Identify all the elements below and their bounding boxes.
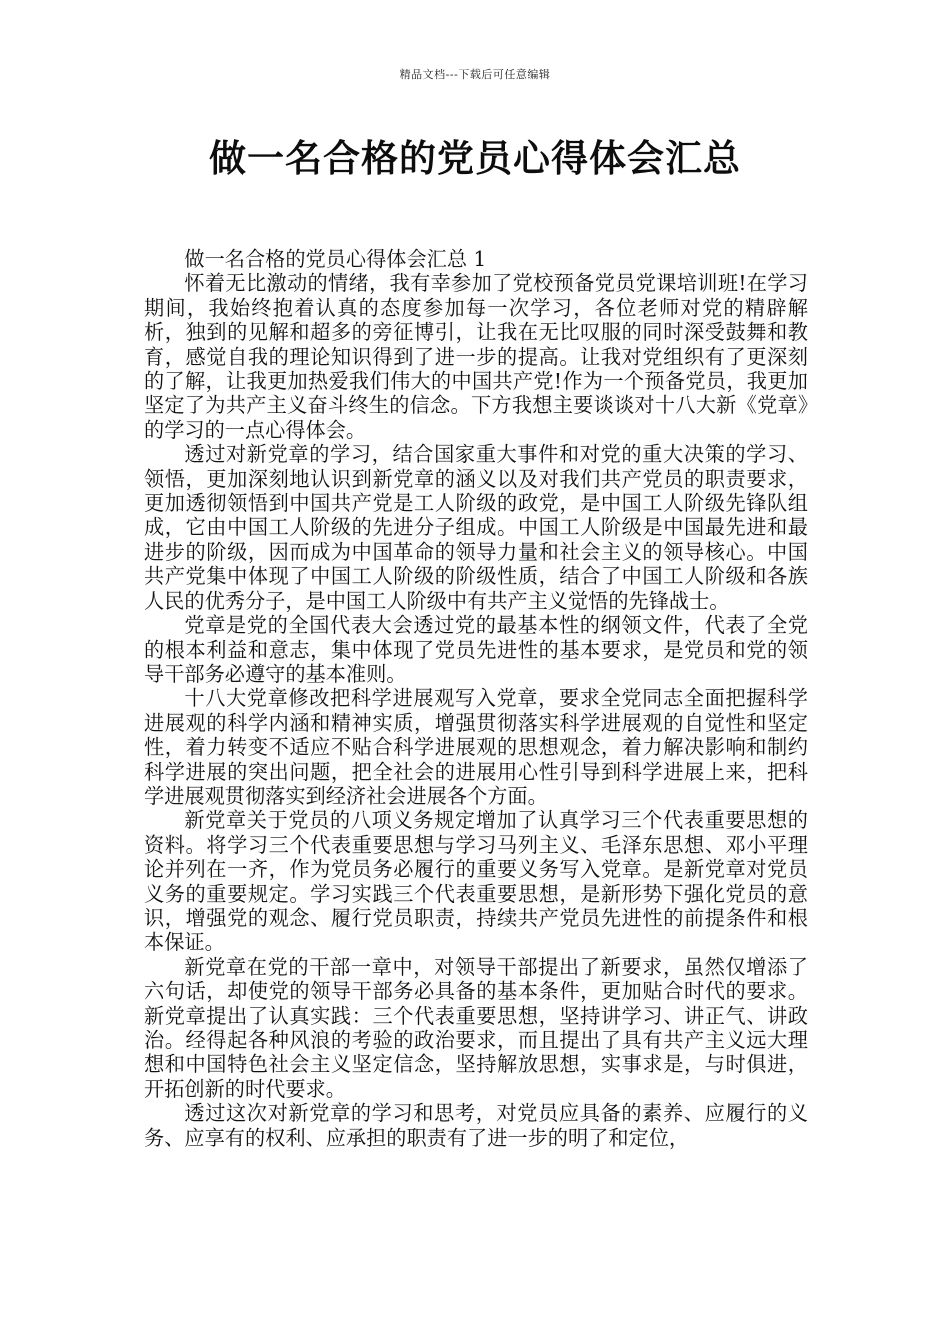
paragraph: 透过这次对新党章的学习和思考，对党员应具备的素养、应履行的义务、应享有的权利、应承担的职责有了进一步的明了和定位， [144,1101,808,1150]
paragraph: 十八大党章修改把科学进展观写入党章，要求全党同志全面把握科学进展观的科学内涵和精神实质，增强贯彻落实科学进展观的自觉性和坚定性，着力转变不适应不贴合科学进展观的思想观念，着力解决影响和制约科学进展的突出问题，把全社会的进展用心性引导到科学进展上来，把科学进展观贯彻落实到经济社会进展各个方面。 [144,686,808,808]
page-header-note: 精品文档---下载后可任意编辑 [399,68,551,81]
paragraph: 新党章关于党员的八项义务规定增加了认真学习三个代表重要思想的资料。将学习三个代表重要思想与学习马列主义、毛泽东思想、邓小平理论并列在一齐，作为党员务必履行的重要义务写入党章。是新党章对党员义务的重要规定。学习实践三个代表重要思想，是新形势下强化党员的意识，增强党的观念、履行党员职责，持续共产党员先进性的前提条件和根本保证。 [144,808,808,955]
document-body [144,247,808,1150]
section-heading: 做一名合格的党员心得体会汇总 1 [184,247,487,271]
paragraph: 透过对新党章的学习，结合国家重大事件和对党的重大决策的学习、领悟，更加深刻地认识到新党章的涵义以及对我们共产党员的职责要求，更加透彻领悟到中国共产党是工人阶级的政党，是中国工人阶级先锋队组成，它由中国工人阶级的先进分子组成。中国工人阶级是中国最先进和最进步的阶级，因而成为中国革命的领导力量和社会主义的领导核心。中国共产党集中体现了中国工人阶级的阶级性质，结合了中国工人阶级和各族人民的优秀分子，是中国工人阶级中有共产主义觉悟的先锋战士。 [144,442,808,613]
paragraph: 新党章在党的干部一章中，对领导干部提出了新要求，虽然仅增添了六句话，却使党的领导干部务必具备的基本条件，更加贴合时代的要求。新党章提出了认真实践：三个代表重要思想，坚持讲学习、讲正气、讲政治。经得起各种风浪的考验的政治要求，而且提出了具有共产主义远大理想和中国特色社会主义坚定信念，坚持解放思想，实事求是，与时俱进，开拓创新的时代要求。 [144,954,808,1101]
document-title: 做一名合格的党员心得体会汇总 [209,137,741,180]
paragraph: 怀着无比激动的情绪，我有幸参加了党校预备党员党课培训班!在学习期间，我始终抱着认真的态度参加每一次学习，各位老师对党的精辟解析，独到的见解和超多的旁征博引，让我在无比叹服的同时深受鼓舞和教育，感觉自我的理论知识得到了进一步的提高。让我对党组织有了更深刻的了解，让我更加热爱我们伟大的中国共产党!作为一个预备党员，我更加坚定了为共产主义奋斗终生的信念。下方我想主要谈谈对十八大新《党章》的学习的一点心得体会。 [144,271,808,442]
paragraph: 党章是党的全国代表大会透过党的最基本性的纲领文件，代表了全党的根本利益和意志，集中体现了党员先进性的基本要求，是党员和党的领导干部务必遵守的基本准则。 [144,613,808,686]
